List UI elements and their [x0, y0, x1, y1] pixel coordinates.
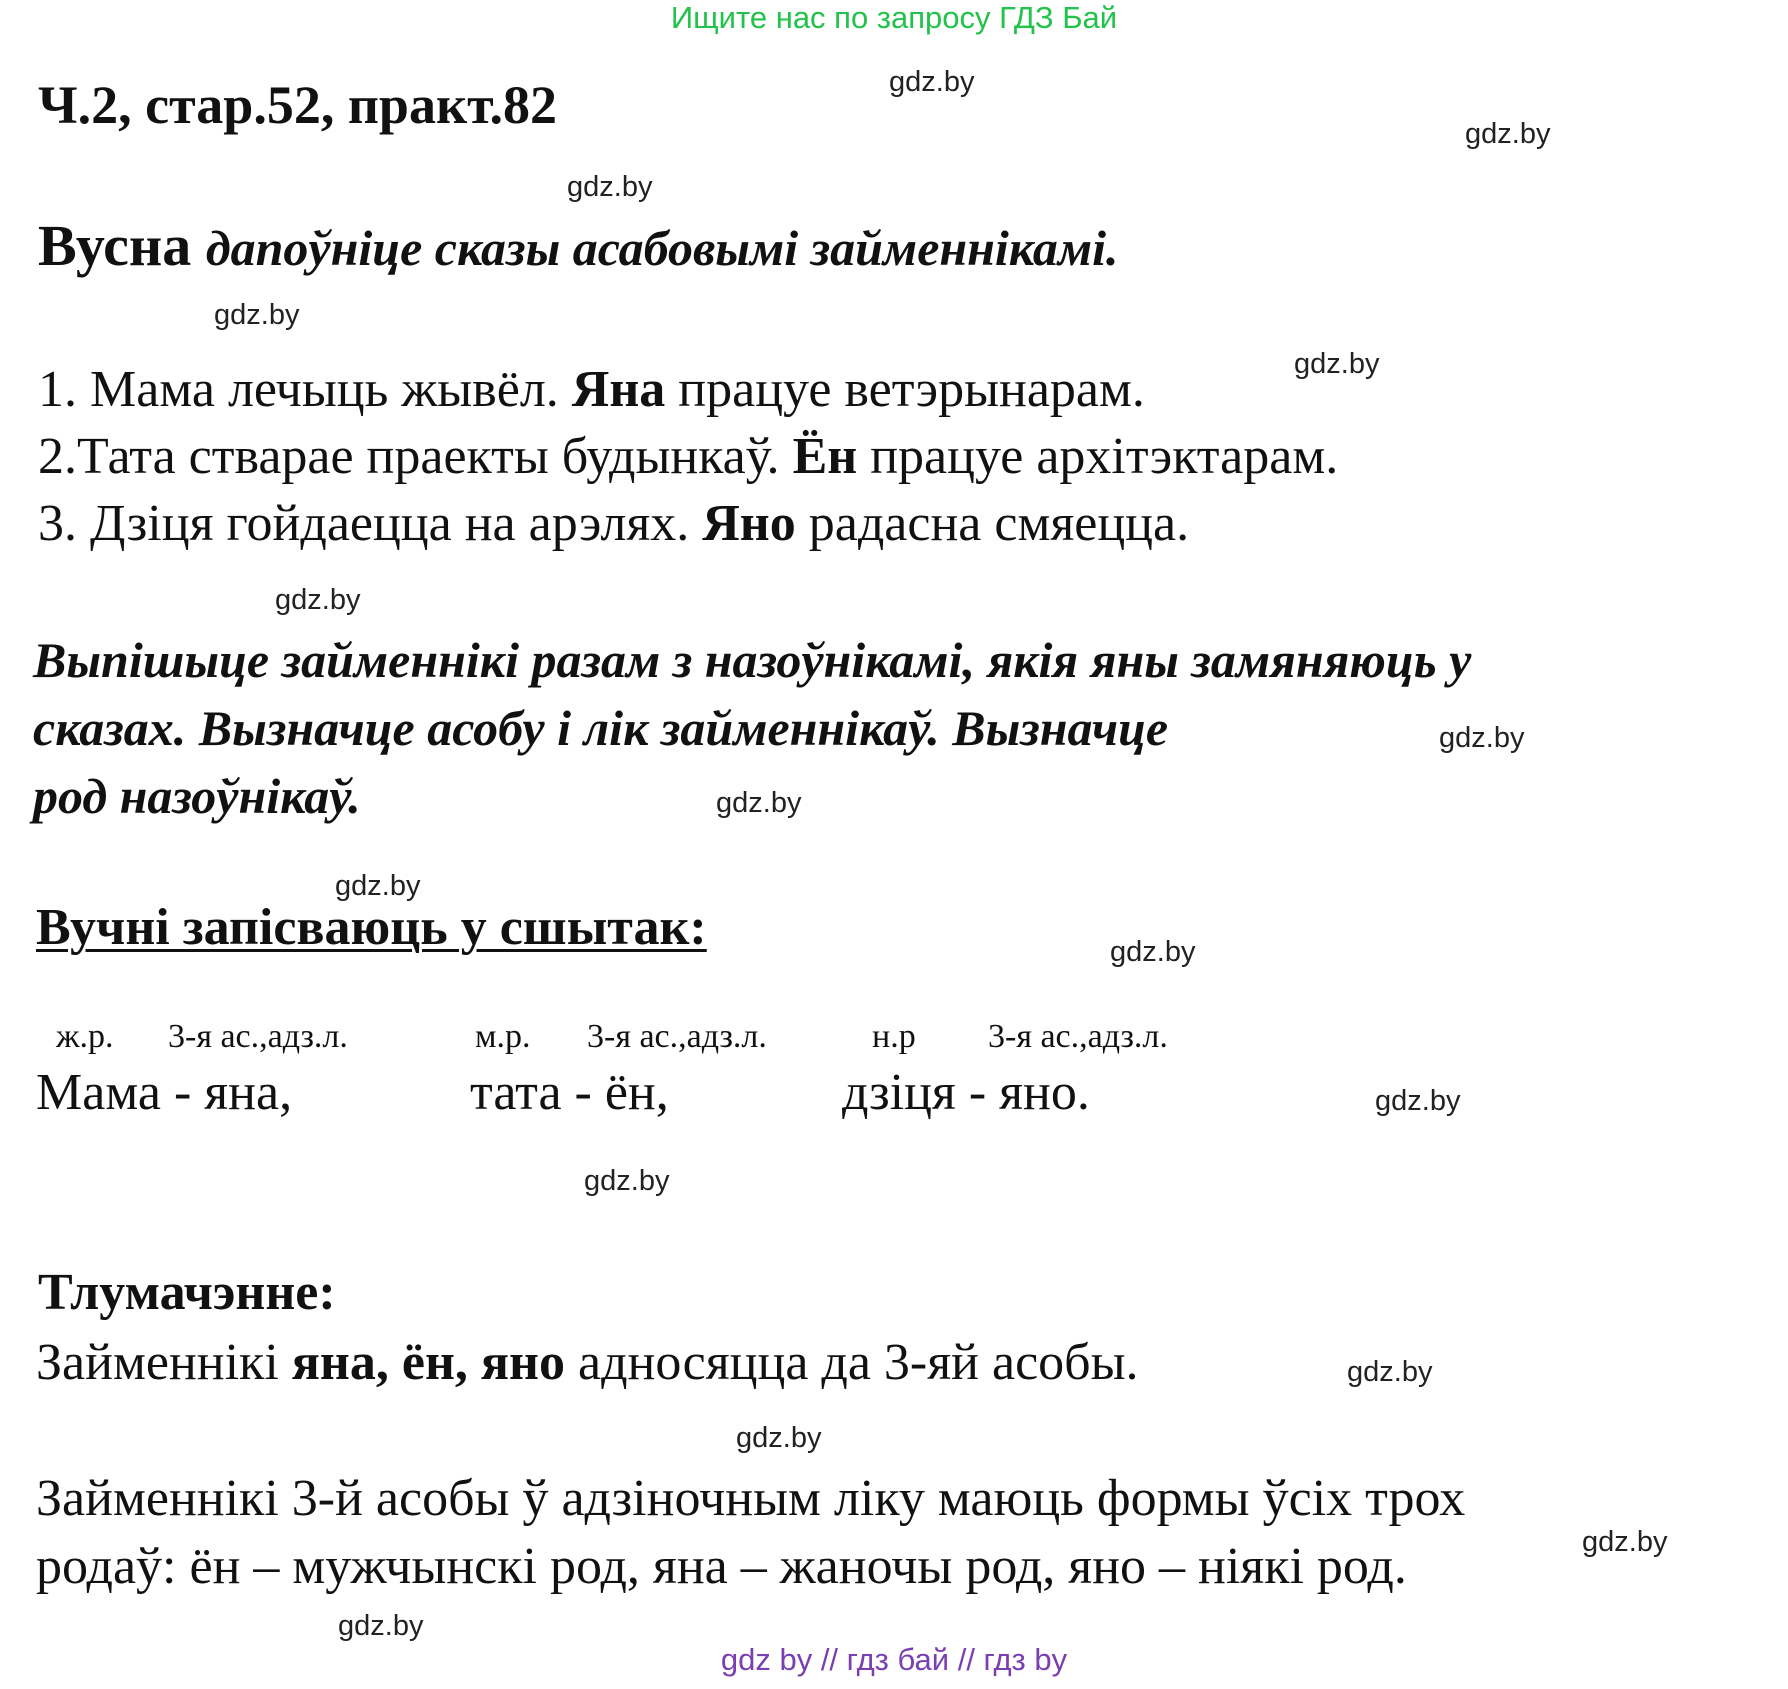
- person-label: 3-я ас.,адз.л.: [587, 1018, 767, 1055]
- top-banner: Ищите нас по запросу ГДЗ Бай: [670, 0, 1118, 35]
- watermark: gdz.by: [567, 171, 653, 203]
- pronoun: Ён: [792, 428, 858, 485]
- answer-pair: дзіця - яно.: [842, 1064, 1090, 1121]
- sentence-2: 2.Тата стварае праекты будынкаў. Ён працуе архітэктарам.: [38, 428, 1339, 485]
- explanation-line: Займеннікі яна, ён, яно адносяцца да 3-яй асобы.: [36, 1334, 1139, 1391]
- gender-label: м.р.: [475, 1018, 531, 1055]
- answer-pair: Мама - яна,: [36, 1064, 293, 1121]
- task-instruction-oral: [38, 212, 1119, 279]
- watermark: gdz.by: [1110, 936, 1196, 968]
- sentence-1: 1. Мама лечыць жывёл. Яна працуе ветэрынарам.: [38, 361, 1145, 418]
- watermark: gdz.by: [1347, 1356, 1433, 1388]
- page-title: Ч.2, стар.52, практ.82: [38, 75, 558, 135]
- answer-pair: тата - ён,: [470, 1064, 669, 1121]
- watermark: gdz.by: [584, 1165, 670, 1197]
- watermark: gdz.by: [1582, 1526, 1668, 1558]
- task-label: Вусна: [38, 213, 192, 278]
- gender-label: н.р: [872, 1018, 916, 1055]
- watermark: gdz.by: [716, 787, 802, 819]
- footer-links: gdz by // гдз бай // гдз by: [720, 1642, 1068, 1677]
- task-text: дапоўніце сказы асабовымі займеннікамі.: [205, 220, 1119, 276]
- watermark: gdz.by: [275, 584, 361, 616]
- watermark: gdz.by: [1294, 348, 1380, 380]
- person-label: 3-я ас.,адз.л.: [168, 1018, 348, 1055]
- explanation-title: Тлумачэнне:: [38, 1264, 336, 1321]
- watermark: gdz.by: [1439, 722, 1525, 754]
- watermark: gdz.by: [1375, 1085, 1461, 1117]
- person-label: 3-я ас.,адз.л.: [988, 1018, 1168, 1055]
- pronoun: Яна: [571, 361, 666, 418]
- watermark: gdz.by: [889, 66, 975, 98]
- watermark: gdz.by: [214, 299, 300, 331]
- section-heading-notebook: Вучні запісваюць у сшытак:: [36, 899, 707, 956]
- watermark: gdz.by: [338, 1610, 424, 1642]
- watermark: gdz.by: [1465, 118, 1551, 150]
- explanation-paragraph: Займеннікі 3-й асобы ў адзіночным ліку маюць формы ўсіх трох родаў: ён – мужчынскі род, яна – жаночы род, яно – ніякі род.: [36, 1470, 1466, 1595]
- gender-label: ж.р.: [56, 1018, 114, 1055]
- watermark: gdz.by: [335, 870, 421, 902]
- sentence-3: 3. Дзіця гойдаецца на арэлях. Яно радасна смяецца.: [38, 495, 1190, 552]
- task-instruction-written: Выпішыце займеннікі разам з назоўнікамі, якія яны замяняюць у сказах. Вызначце асобу і лік займеннікаў. Вызначце род назоўнікаў.: [33, 632, 1472, 824]
- watermark: gdz.by: [736, 1422, 822, 1454]
- pronoun: Яно: [702, 495, 796, 552]
